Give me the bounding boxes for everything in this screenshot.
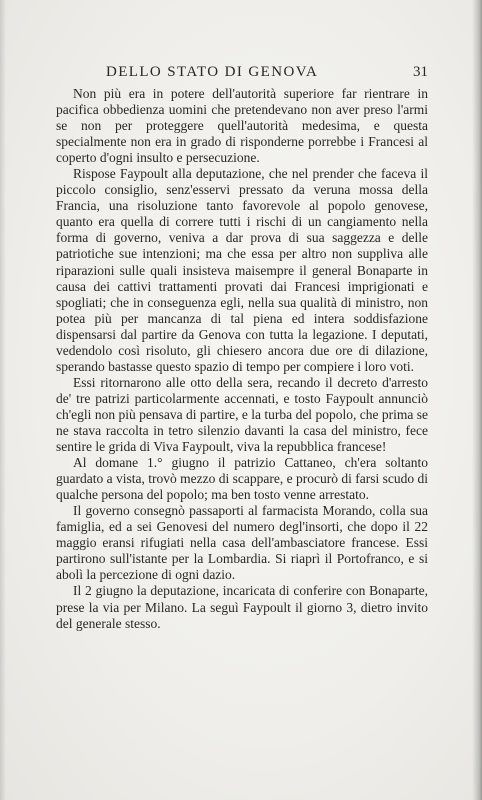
paragraph-1: Non più era in potere dell'autorità superiore far rientrare in pacifica obbedienza uomini che pretendevano non aver preso l'armi se non per proteggere quell'autorità medesima, e questa specialmente non era in grado di risponderne porrebbe i Francesi al coperto d'ogni insulto e persecuzione.: [56, 86, 428, 166]
paragraph-5: Il governo consegnò passaporti al farmacista Morando, colla sua famiglia, ed a sei Genovesi del numero degl'insorti, che dopo il 22 maggio eransi rifugiati nella casa dell'ambasciatore francese. Essi partirono sull'istante per la Lombardia. Si riaprì il Portofranco, e si abolì la percezione di ogni dazio.: [56, 503, 428, 583]
paragraph-2: Rispose Faypoult alla deputazione, che nel prender che faceva il piccolo consiglio, senz'esservi pressato da veruna mossa della Francia, una risoluzione tanto favorevole al popolo genovese, quanto era quella di correre tutti i rischi di un cangiamento nella forma di governo, veniva a dar prova di sua saggezza e delle patriotiche sue intenzioni; ma che essa per altro non suppliva alle riparazioni sulle quali insisteva maisempre il general Bonaparte in causa dei cattivi trattamenti provati dai Francesi imprigionati e spogliati; che in conseguenza egli, nella sua qualità di ministro, non potea più per mancanza di tal piena ed intera soddisfazione dispensarsi dal partire da Genova con tutta la legazione. I deputati, vedendolo così risoluto, gli chiesero ancora due ore di dilazione, sperando bastasse questo spazio di tempo per compiere i loro voti.: [56, 166, 428, 374]
running-head: [56, 64, 428, 84]
paragraph-3: Essi ritornarono alle otto della sera, recando il decreto d'arresto de' tre patrizi particolarmente accennati, e tosto Faypoult annunciò ch'egli non più pensava di partire, e la turba del popolo, che prima se ne stava raccolta in tetro silenzio davanti la casa del ministro, fece sentire le grida di Viva Faypoult, viva la repubblica francese!: [56, 374, 428, 455]
running-title: DELLO STATO DI GENOVA: [106, 64, 319, 80]
paragraph-4: Al domane 1.° giugno il patrizio Cattaneo, ch'era soltanto guardato a vista, trovò mezzo di scappare, e procurò di farsi scudo di qualche persona del popolo; ma ben tosto venne arrestato.: [56, 455, 428, 503]
page-edge-shadow: [472, 0, 482, 800]
page-number: 31: [413, 64, 428, 80]
page-gutter-shadow: [0, 0, 6, 800]
paragraph-6: Il 2 giugno la deputazione, incaricata di conferire con Bonaparte, prese la via per Milano. La seguì Faypoult il giorno 3, dietro invito del generale stesso.: [56, 583, 428, 631]
body-text: [56, 86, 428, 632]
